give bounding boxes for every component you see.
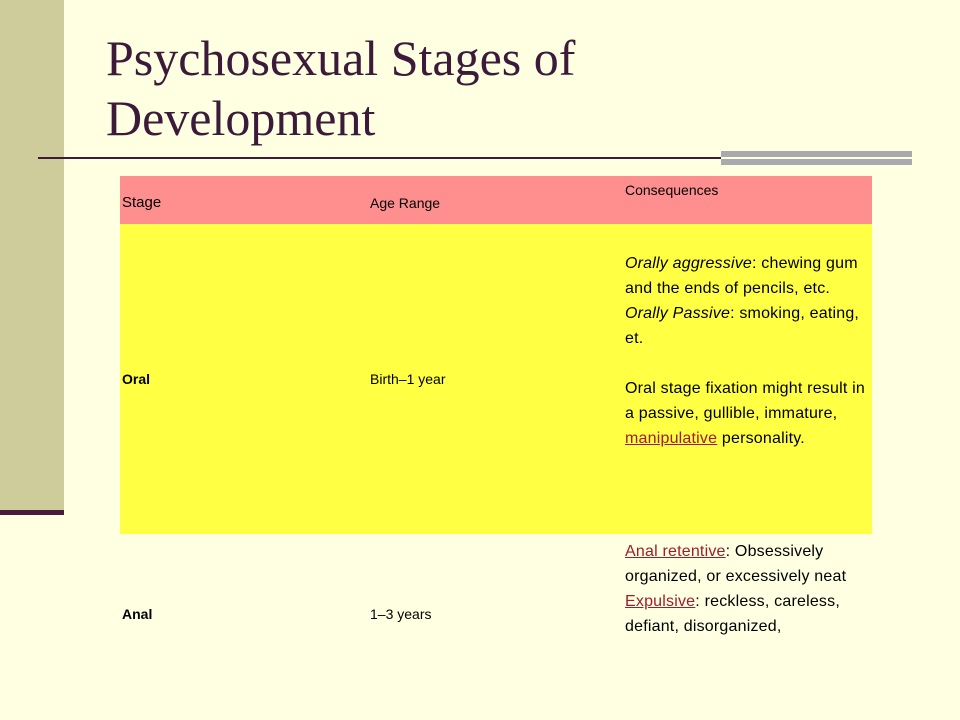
slide-title-line-1: Psychosexual Stages of bbox=[106, 30, 576, 86]
consequences-anal bbox=[621, 534, 872, 694]
text-personality: personality. bbox=[717, 430, 805, 447]
psychosexual-stages-table bbox=[120, 176, 872, 694]
term-orally-aggressive: Orally aggressive bbox=[625, 255, 753, 272]
table-row-oral bbox=[120, 224, 872, 534]
stage-name-oral: Oral bbox=[122, 371, 151, 387]
link-manipulative[interactable]: manipulative bbox=[625, 430, 718, 447]
header-consequences: Consequences bbox=[625, 182, 719, 198]
left-decorative-bar bbox=[0, 0, 64, 510]
text-orally-aggressive: : chewing gum and the ends of pencils, etc. bbox=[625, 255, 858, 297]
header-age-range: Age Range bbox=[370, 195, 441, 211]
link-expulsive[interactable]: Expulsive bbox=[625, 593, 696, 610]
table-header-row bbox=[120, 176, 872, 224]
link-anal-retentive[interactable]: Anal retentive bbox=[625, 543, 726, 560]
age-range-anal: 1–3 years bbox=[370, 606, 432, 622]
age-range-oral: Birth–1 year bbox=[370, 371, 446, 387]
text-anal-retentive: : Obsessively organized, or excessively neat bbox=[625, 543, 847, 585]
paragraph-gap bbox=[625, 351, 866, 376]
left-bar-accent bbox=[0, 510, 64, 515]
text-orally-passive: : smoking, eating, et. bbox=[625, 305, 860, 347]
consequences-oral bbox=[621, 224, 872, 534]
slide-title bbox=[106, 28, 906, 148]
title-underline-accent bbox=[721, 151, 912, 165]
text-expulsive: : reckless, careless, defiant, disorganized, bbox=[625, 593, 840, 635]
slide-title-line-2: Development bbox=[106, 90, 376, 146]
text-oral-fixation: Oral stage fixation might result in a passive, gullible, immature, bbox=[625, 380, 865, 422]
stage-name-anal: Anal bbox=[122, 606, 153, 622]
header-stage: Stage bbox=[122, 193, 162, 211]
term-orally-passive: Orally Passive bbox=[625, 305, 731, 322]
table-row-anal bbox=[120, 534, 872, 694]
